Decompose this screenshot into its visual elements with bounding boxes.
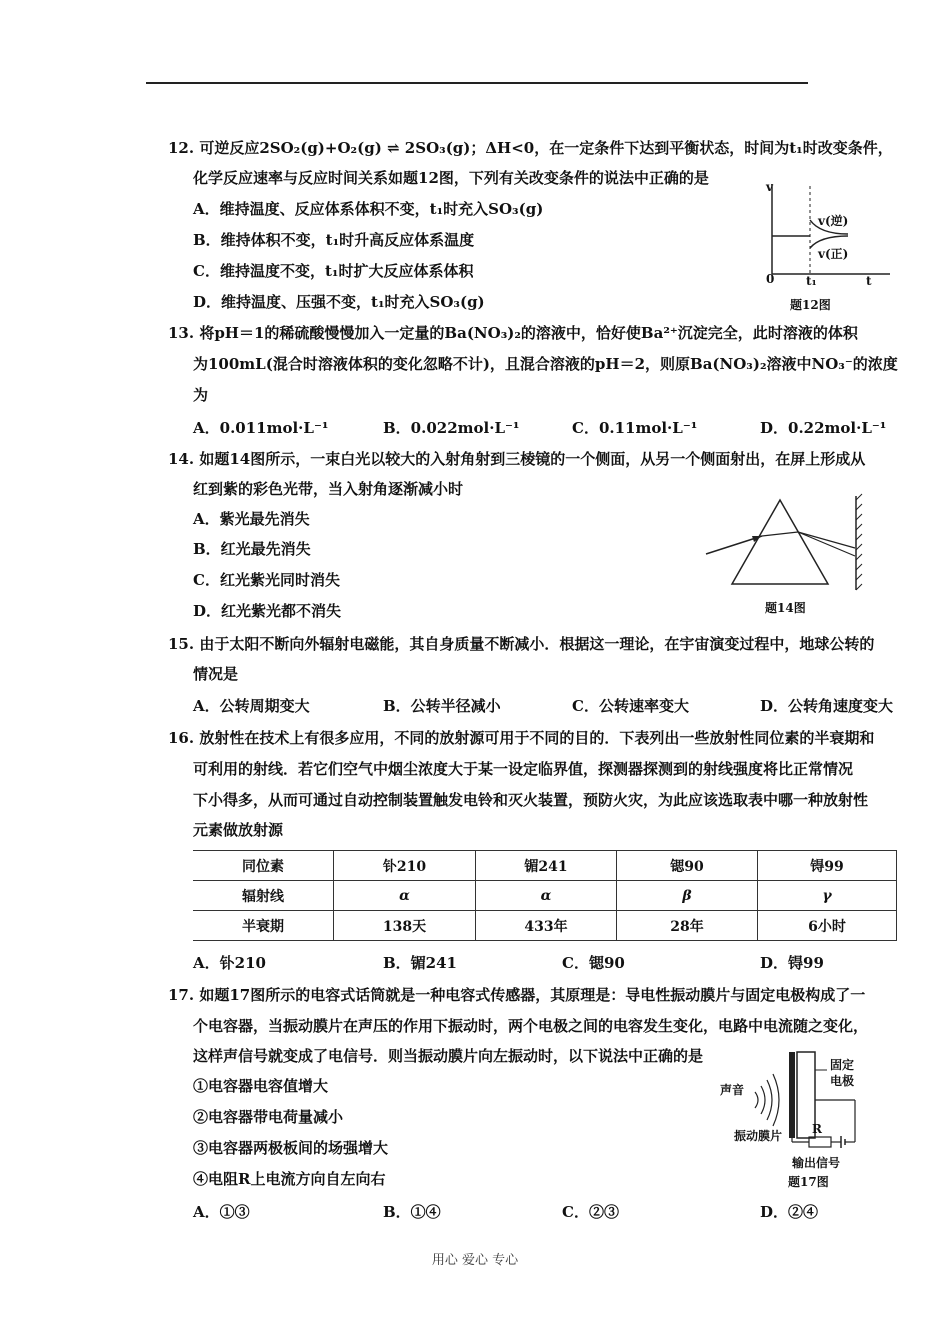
q13-line1: 13. 将pH＝1的稀硫酸慢慢加入一定量的Ba(NO₃)₂的溶液中，恰好使Ba²⁺沉淀完全，此时溶液的体积 <box>168 324 858 342</box>
table-header-cell: 辐射线 <box>193 881 334 911</box>
q12-fig-caption: 题12图 <box>790 298 831 312</box>
table-row <box>193 851 897 881</box>
q12-fig-v-reverse: v(逆) <box>818 214 849 228</box>
table-header-cell: 同位素 <box>193 851 334 881</box>
q17-statement-2: ②电容器带电荷量减小 <box>193 1108 344 1126</box>
q14-fig-caption: 题14图 <box>765 601 806 615</box>
q17-option-a: A．①③ <box>193 1203 250 1221</box>
isotope-table <box>193 850 897 941</box>
q15-line2: 情况是 <box>193 665 239 683</box>
q15-option-d: D．公转角速度变大 <box>760 697 894 715</box>
table-cell: 锶90 <box>617 851 758 881</box>
q13-line2: 为100mL(混合时溶液体积的变化忽略不计)，且混合溶液的pH＝2，则原Ba(NO₃)₂溶液中NO₃⁻的浓度 <box>193 355 898 373</box>
q12-fig-v-label: v <box>766 180 773 194</box>
q17-statement-4: ④电阻R上电流方向自左向右 <box>193 1170 386 1188</box>
q14-option-d: D．红光紫光都不消失 <box>193 602 342 620</box>
q14-option-a: A．紫光最先消失 <box>193 510 310 528</box>
q17-fig-fixed: 固定 <box>830 1058 855 1072</box>
q17-line3: 这样声信号就变成了电信号．则当振动膜片向左振动时，以下说法中正确的是 <box>193 1047 704 1065</box>
q16-line3: 下小得多，从而可通过自动控制装置触发电铃和灭火装置，预防火灾，为此应该选取表中哪一种放射性 <box>193 791 869 809</box>
table-row <box>193 911 897 941</box>
q15-option-a: A．公转周期变大 <box>193 697 310 715</box>
q16-line1: 16. 放射性在技术上有很多应用，不同的放射源可用于不同的目的．下表列出一些放射性同位素的半衰期和 <box>168 729 875 747</box>
q13-option-a: A．0.011mol·L⁻¹ <box>193 419 329 437</box>
table-cell: γ <box>758 881 897 911</box>
q17-line2: 个电容器，当振动膜片在声压的作用下振动时，两个电极之间的电容发生变化，电路中电流随之变化， <box>193 1017 869 1035</box>
q17-fig-resistor: R <box>812 1122 822 1136</box>
q12-figure <box>760 176 900 294</box>
q12-line1: 12. 可逆反应2SO₂(g)+O₂(g) ⇌ 2SO₃(g)；ΔH<0，在一定条件下达到平衡状态，时间为t₁时改变条件， <box>168 139 893 157</box>
q17-fig-electrode: 电极 <box>830 1074 855 1088</box>
table-cell: 138天 <box>334 911 476 941</box>
table-header-cell: 半衰期 <box>193 911 334 941</box>
q16-option-d: D．锝99 <box>760 954 824 972</box>
q12-fig-v-forward: v(正) <box>818 247 849 261</box>
q12-fig-origin: 0 <box>766 272 775 286</box>
q12-option-a: A．维持温度、反应体系体积不变，t₁时充入SO₃(g) <box>193 200 544 218</box>
q14-option-c: C．红光紫光同时消失 <box>193 571 340 589</box>
q17-option-d: D．②④ <box>760 1203 819 1221</box>
header-rule <box>146 82 808 84</box>
q17-fig-output: 输出信号 <box>792 1156 841 1170</box>
q15-option-b: B．公转半径减小 <box>383 697 501 715</box>
table-cell: 28年 <box>617 911 758 941</box>
table-cell: α <box>476 881 617 911</box>
q17-fig-sound: 声音 <box>720 1083 745 1097</box>
table-cell: 镅241 <box>476 851 617 881</box>
table-cell: 6小时 <box>758 911 897 941</box>
q12-line2: 化学反应速率与反应时间关系如题12图，下列有关改变条件的说法中正确的是 <box>193 169 709 187</box>
table-cell: 钋210 <box>334 851 476 881</box>
q16-option-b: B．镅241 <box>383 954 457 972</box>
q12-fig-t1: t₁ <box>806 274 817 288</box>
q14-option-b: B．红光最先消失 <box>193 540 311 558</box>
q12-fig-t: t <box>866 274 872 288</box>
q16-line4: 元素做放射源 <box>193 821 284 839</box>
table-cell: 锝99 <box>758 851 897 881</box>
q12-option-d: D．维持温度、压强不变，t₁时充入SO₃(g) <box>193 293 485 311</box>
q12-option-b: B．维持体积不变，t₁时升高反应体系温度 <box>193 231 475 249</box>
q17-statement-1: ①电容器电容值增大 <box>193 1077 329 1095</box>
q15-line1: 15. 由于太阳不断向外辐射电磁能，其自身质量不断减小．根据这一理论，在宇宙演变过程中，地球公转的 <box>168 635 875 653</box>
q17-option-c: C．②③ <box>562 1203 619 1221</box>
q14-line2: 红到紫的彩色光带，当入射角逐渐减小时 <box>193 480 464 498</box>
q13-option-b: B．0.022mol·L⁻¹ <box>383 419 520 437</box>
table-cell: β <box>617 881 758 911</box>
q14-line1: 14. 如题14图所示，一束白光以较大的入射角射到三棱镜的一个侧面，从另一个侧面射出，在屏上形成从 <box>168 450 866 468</box>
q12-option-c: C．维持温度不变，t₁时扩大反应体系体积 <box>193 262 474 280</box>
table-cell: 433年 <box>476 911 617 941</box>
q15-option-c: C．公转速率变大 <box>572 697 689 715</box>
page-footer: 用心 爱心 专心 <box>431 1253 519 1268</box>
q13-line3: 为 <box>193 386 209 404</box>
table-cell: α <box>334 881 476 911</box>
q17-fig-membrane: 振动膜片 <box>734 1129 783 1143</box>
q14-prism-figure <box>700 494 870 594</box>
q17-statement-3: ③电容器两极板间的场强增大 <box>193 1139 389 1157</box>
q17-option-b: B．①④ <box>383 1203 441 1221</box>
q16-option-a: A．钋210 <box>193 954 266 972</box>
q13-option-d: D．0.22mol·L⁻¹ <box>760 419 887 437</box>
q16-option-c: C．锶90 <box>562 954 625 972</box>
q17-fig-caption: 题17图 <box>788 1175 829 1189</box>
q17-line1: 17. 如题17图所示的电容式话筒就是一种电容式传感器，其原理是：导电性振动膜片与固定电极构成了一 <box>168 986 866 1004</box>
q13-option-c: C．0.11mol·L⁻¹ <box>572 419 698 437</box>
q16-line2: 可利用的射线．若它们空气中烟尘浓度大于某一设定临界值，探测器探测到的射线强度将比正常情况 <box>193 760 854 778</box>
table-row <box>193 881 897 911</box>
